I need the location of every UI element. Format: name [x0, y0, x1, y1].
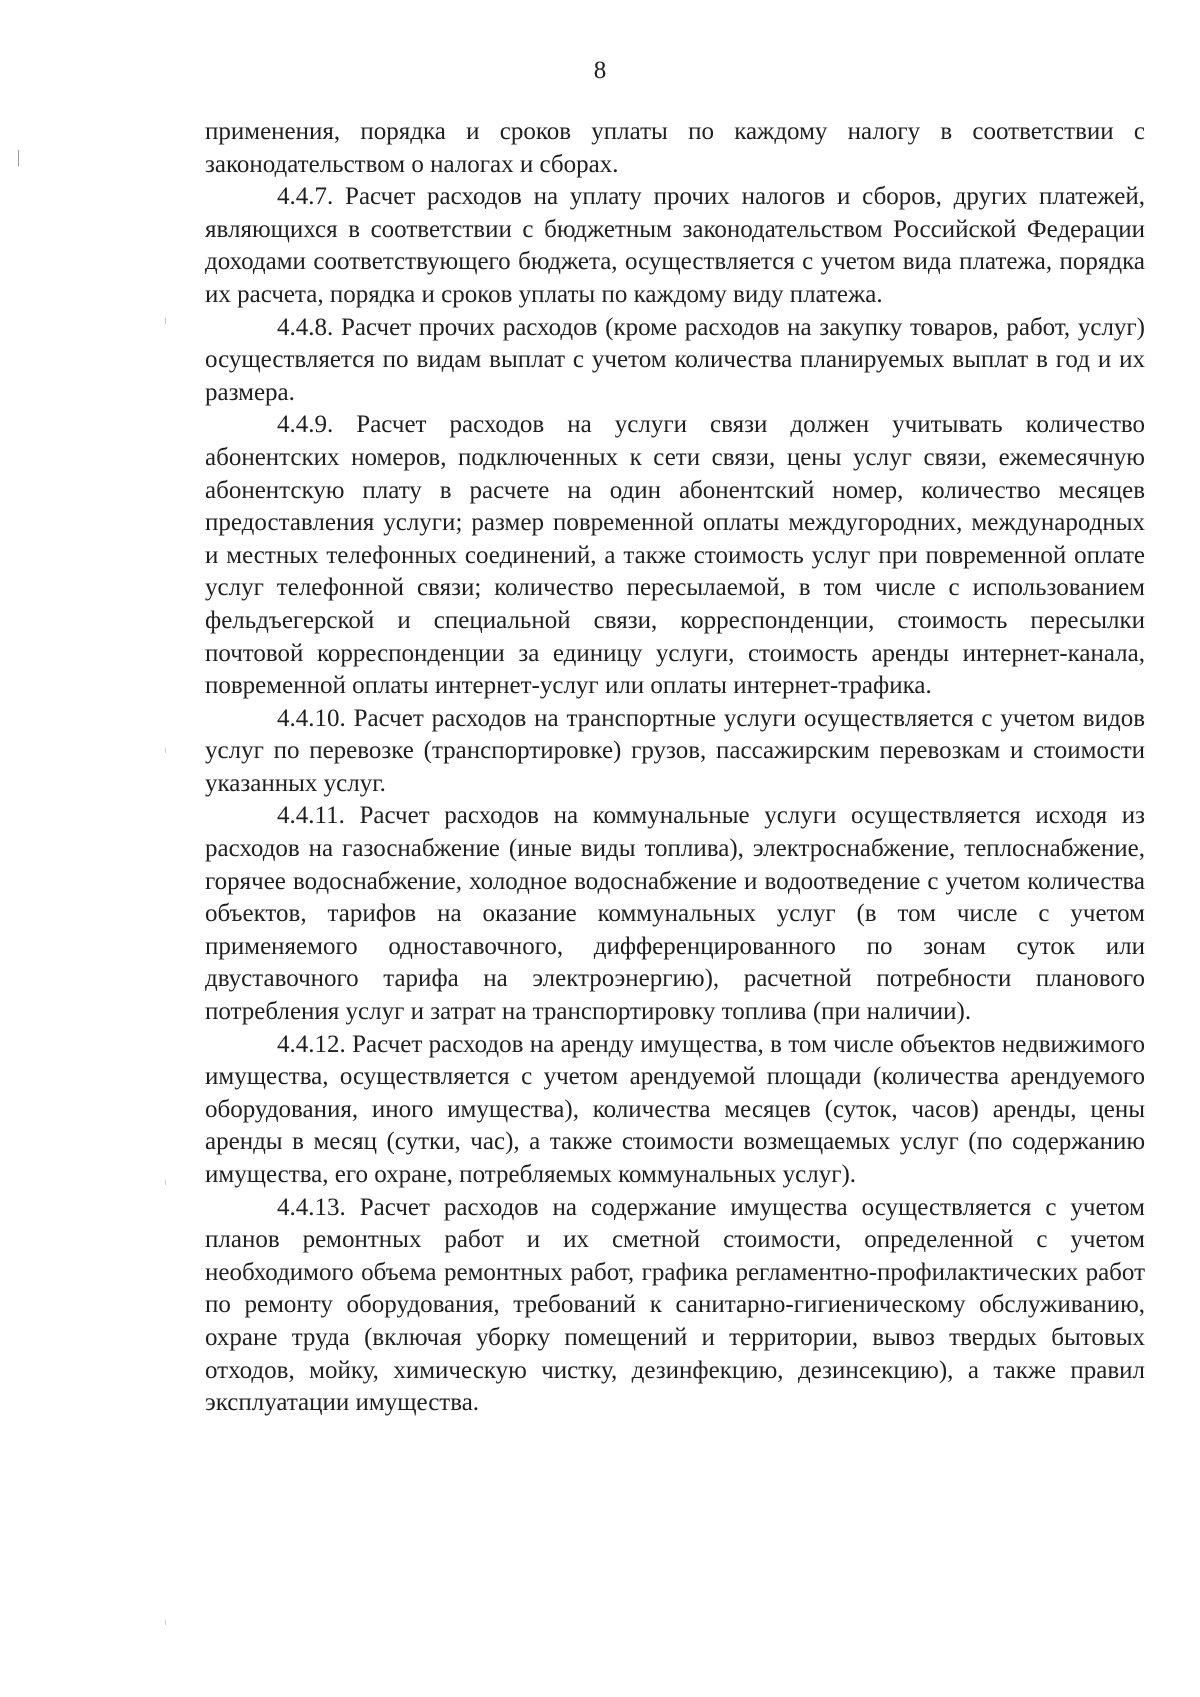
scan-artifact-mark: [165, 318, 166, 324]
paragraph-continuation: применения, порядка и сроков уплаты по каждому налогу в соответствии с законодательством о налогах и сборах.: [205, 118, 1145, 178]
paragraph-4-4-11: 4.4.11. Расчет расходов на коммунальные услуги осуществляется исходя из расходов на газоснабжение (иные виды топлива), электроснабжение, теплоснабжение, горячее водоснабжение, холодное водоснабжение и водоотведение с учетом количества объектов, тарифов на оказание коммунальных услуг (в том числе с учетом применяемого одноставочного, дифференцированного по зонам суток или двуставочного тарифа на электроэнергию), расчетной потребности планового потребления услуг и затрат на транспортировку топлива (при наличии).: [205, 802, 1145, 1026]
paragraph-4-4-8: 4.4.8. Расчет прочих расходов (кроме расходов на закупку товаров, работ, услуг) осуществляется по видам выплат с учетом количества планируемых выплат в год и их размера.: [205, 313, 1145, 406]
paragraph-4-4-9: 4.4.9. Расчет расходов на услуги связи должен учитывать количество абонентских номеров, подключенных к сети связи, цены услуг связи, ежемесячную абонентскую плату в расчете на один абонентский номер, количество месяцев предоставления услуги; размер повременной оплаты междугородних, международных и местных телефонных соединений, а также стоимость услуг при повременной оплате услуг телефонной связи; количество пересылаемой, в том числе с использованием фельдъегерской и специальной связи, корреспонденции, стоимость пересылки почтовой корреспонденции за единицу услуги, стоимость аренды интернет-канала, повременной оплаты интернет-услуг или оплаты интернет-трафика.: [205, 411, 1145, 700]
paragraph-4-4-10: 4.4.10. Расчет расходов на транспортные услуги осуществляется с учетом видов услуг по перевозке (транспортировке) грузов, пассажирским перевозкам и стоимости указанных услуг.: [205, 704, 1145, 797]
paragraph-4-4-13: 4.4.13. Расчет расходов на содержание имущества осуществляется с учетом планов ремонтных работ и их сметной стоимости, определенной с учетом необходимого объема ремонтных работ, графика регламентно-профилактических работ по ремонту оборудования, требований к санитарно-гигиеническому обслуживанию, охране труда (включая уборку помещений и территории, вывоз твердых бытовых отходов, мойку, химическую чистку, дезинфекцию, дезинсекцию), а также правил эксплуатации имущества.: [205, 1193, 1145, 1417]
scan-artifact-mark: [165, 1620, 166, 1625]
page-number: 8: [593, 57, 607, 84]
document-body: [205, 116, 1145, 1420]
scan-artifact-mark: [18, 150, 19, 166]
paragraph-4-4-7: 4.4.7. Расчет расходов на уплату прочих налогов и сборов, других платежей, являющихся в соответствии с бюджетным законодательством Российской Федерации доходами соответствующего бюджета, осуществляется с учетом вида платежа, порядка их расчета, порядка и сроков уплаты по каждому виду платежа.: [205, 183, 1145, 308]
scan-artifact-mark: [165, 1180, 166, 1185]
scan-artifact-mark: [165, 748, 166, 753]
paragraph-4-4-12: 4.4.12. Расчет расходов на аренду имущества, в том числе объектов недвижимого имущества, осуществляется с учетом арендуемой площади (количества арендуемого оборудования, иного имущества), количества месяцев (суток, часов) аренды, цены аренды в месяц (сутки, час), а также стоимости возмещаемых услуг (по содержанию имущества, его охране, потребляемых коммунальных услуг).: [205, 1030, 1145, 1188]
